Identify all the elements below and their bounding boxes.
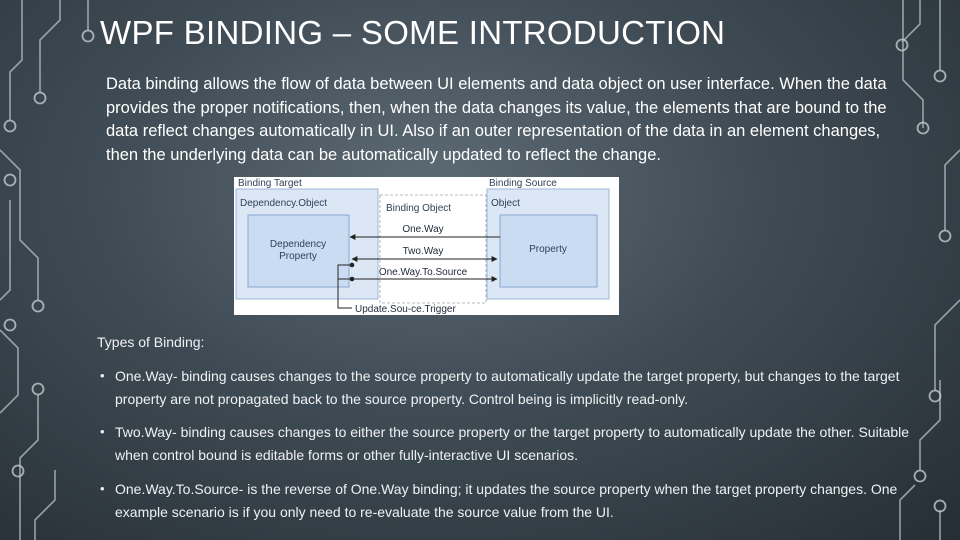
label-binding-source: Binding Source (489, 178, 557, 189)
bullet-marker: • (100, 424, 105, 439)
bullet-one-way-to-source (100, 478, 920, 523)
label-two-way: Two.Way (402, 246, 444, 257)
types-heading: Types of Binding: (97, 334, 205, 350)
trigger-dot-1 (350, 263, 355, 268)
slide-title: WPF BINDING – SOME INTRODUCTION (100, 14, 726, 51)
bullet-text: One.Way.To.Source- is the reverse of One.Way binding; it updates the source property when the target property changes. One example scenario is if you only need to re-evaluate the source value from the UI. (115, 481, 898, 520)
bullet-text: One.Way- binding causes changes to the source property to automatically update the target property, but changes to the target property are not propagated back to the source property. Control being is implicitly read-only. (115, 368, 900, 407)
bullet-two-way (100, 421, 920, 466)
label-dependency-line2: Property (279, 251, 317, 262)
label-binding-object: Binding Object (386, 203, 452, 214)
intro-paragraph: Data binding allows the flow of data between UI elements and data object on user interface. When the data provides the proper notifications, then, when the data changes its value, the elements that are bound to the data reflect changes automatically in UI. Also if an outer representation of the data in an element changes, then the underlying data can be automatically updated to reflect the change. (106, 75, 887, 164)
label-dependency-object: Dependency.Object (240, 198, 328, 209)
label-property: Property (529, 244, 567, 255)
bullet-marker: • (100, 481, 105, 496)
trigger-dot-2 (350, 277, 355, 282)
label-binding-target: Binding Target (238, 178, 302, 189)
label-update-source-trigger: Update.Sou-ce.Trigger (355, 304, 456, 315)
bullet-one-way (100, 365, 920, 410)
bullet-marker: • (100, 368, 105, 383)
label-one-way-to-source: One.Way.To.Source (378, 267, 468, 278)
binding-diagram (234, 177, 619, 315)
bullet-text: Two.Way- binding causes changes to either the source property or the target property to automatically update the other. Suitable when control bound is editable forms or other fully-interactive UI scenarios. (115, 424, 910, 463)
label-one-way: One.Way (402, 224, 444, 235)
label-dependency-line1: Dependency (269, 239, 327, 250)
label-object: Object (491, 198, 520, 209)
binding-diagram-svg (234, 177, 619, 315)
